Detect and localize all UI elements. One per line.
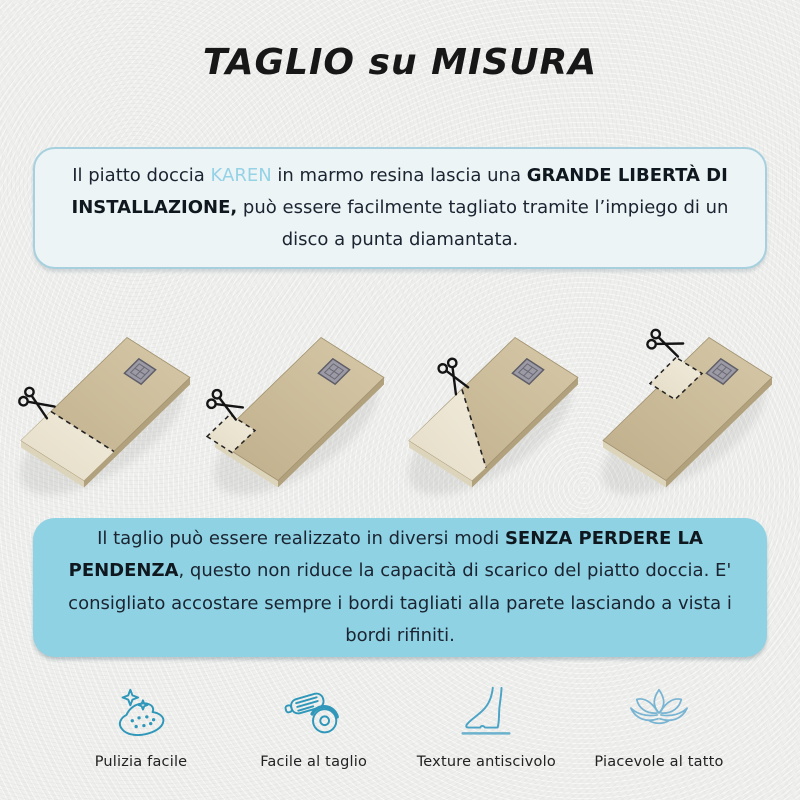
- shower-tray-corner-cut-icon: [195, 338, 396, 506]
- angle-grinder-icon: [278, 682, 350, 744]
- text-segment: può essere facilmente tagliato tramite l’impiego di un disco a punta diamantata.: [237, 196, 729, 251]
- feature-label: Piacevole al tatto: [594, 754, 724, 770]
- sponge-sparkle-icon: [105, 682, 177, 744]
- feature-easy-to-cut: [228, 682, 400, 787]
- feature-label: Texture antiscivolo: [416, 754, 556, 770]
- text-segment-bold: SENZA PERDERE LA PENDENZA: [68, 528, 703, 582]
- text-segment: , questo non riduce la capacità di scarico del piatto doccia. E' consigliato accostare sempre i bordi tagliati alla parete lasciando a vista i bordi rifiniti.: [68, 560, 732, 646]
- brand-name: KAREN: [210, 164, 272, 186]
- text-segment-bold: GRANDE LIBERTÀ DI INSTALLAZIONE,: [71, 164, 728, 218]
- feature-label: Facile al taglio: [260, 754, 368, 770]
- foot-icon: [450, 682, 522, 744]
- text-segment: Il taglio può essere realizzato in diversi modi: [97, 528, 505, 550]
- text-segment: Il piatto doccia: [72, 164, 211, 186]
- shower-tray-diagonal-cut-icon: [389, 338, 590, 506]
- feature-antislip-texture: [400, 682, 572, 787]
- cutting-info-box: [33, 518, 767, 657]
- scissors-icon: [646, 329, 684, 359]
- feature-list: [55, 682, 745, 787]
- shower-tray-inner-notch-cut-icon: [583, 329, 784, 505]
- cutting-info-text: [64, 523, 736, 651]
- scissors-icon: [206, 388, 244, 421]
- installation-info-box: [33, 147, 767, 269]
- installation-info-text: [64, 160, 736, 256]
- page-title: TAGLIO su MISURA: [202, 42, 598, 83]
- text-segment: in marmo resina lascia una: [271, 164, 527, 186]
- shower-tray-straight-end-cut-icon: [10, 338, 203, 506]
- feature-pleasant-touch: [573, 682, 745, 787]
- cutting-methods-illustration: [10, 300, 790, 505]
- feature-label: Pulizia facile: [94, 754, 188, 770]
- lotus-flower-icon: [623, 682, 695, 744]
- feature-easy-cleaning: [55, 682, 227, 787]
